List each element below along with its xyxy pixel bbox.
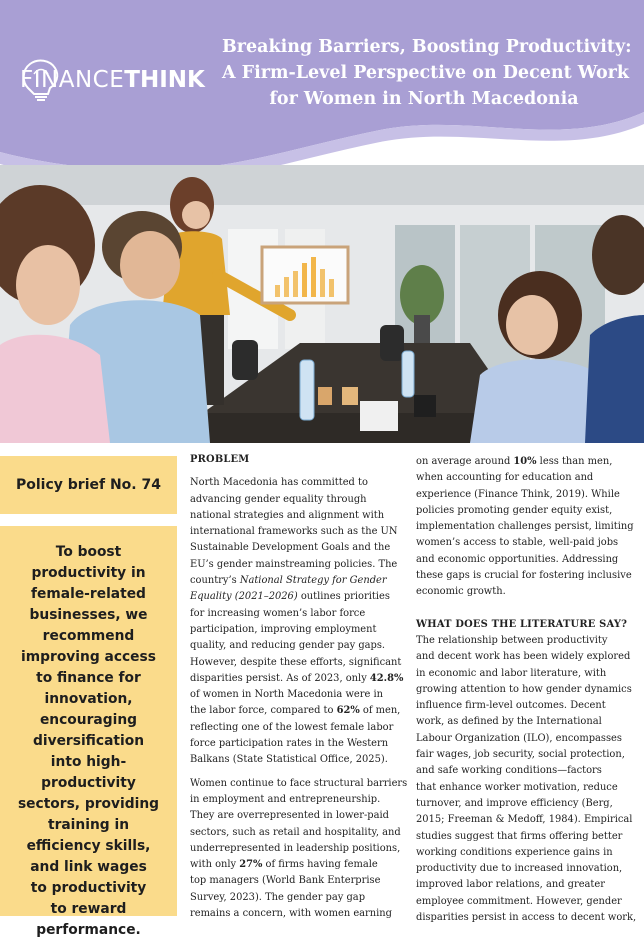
reco-line: to reward bbox=[50, 901, 127, 917]
reco-line: female-related bbox=[31, 586, 146, 602]
text-line: sectors, such as retail and hospitality, and bbox=[190, 826, 401, 838]
header-band bbox=[0, 0, 644, 180]
section-heading-literature: WHAT DOES THE LITERATURE SAY? bbox=[416, 618, 628, 630]
reco-line: training in bbox=[47, 817, 130, 833]
reco-line: innovation, bbox=[44, 691, 133, 707]
text-line: However, despite these efforts, significant bbox=[190, 656, 402, 668]
reco-line: sectors, providing bbox=[17, 796, 160, 812]
text-line: fair wages, job security, social protection, bbox=[416, 749, 625, 761]
logo-finance-text: FINANCE bbox=[20, 67, 125, 93]
text-line: studies suggest that firms offering better bbox=[416, 830, 623, 842]
text-line: turnover, and improve efficiency (Berg, bbox=[416, 797, 613, 809]
text-line: growing attention to how gender dynamics bbox=[416, 683, 632, 695]
text-line: reflecting one of the lowest female labor bbox=[190, 721, 394, 733]
text-line: They are overrepresented in lower-paid bbox=[190, 810, 389, 822]
reco-line: To boost bbox=[55, 544, 122, 560]
text-line: quality, and reducing gender pay gaps. bbox=[190, 640, 386, 652]
policy-brief-number: Policy brief No. 74 bbox=[16, 477, 161, 493]
text-fragment: on average around bbox=[416, 456, 514, 467]
reco-line: encouraging bbox=[39, 712, 138, 728]
text-line: disparities persist in access to decent work, bbox=[416, 912, 637, 924]
text-line: when accounting for education and bbox=[416, 472, 594, 484]
text-line: North Macedonia has committed to bbox=[190, 477, 368, 489]
recommendation-text bbox=[8, 542, 169, 941]
text-fragment: with only bbox=[190, 859, 240, 871]
text-line: productivity due to increased innovation, bbox=[416, 863, 623, 875]
title-line: Breaking Barriers, Boosting Productivity: bbox=[222, 37, 632, 57]
reco-line: productivity in bbox=[31, 565, 146, 581]
text-line: for increasing women’s labor force bbox=[190, 607, 366, 619]
text-fragment: of men, bbox=[359, 705, 401, 717]
text-fragment: disparities persist. As of 2023, only bbox=[190, 672, 370, 684]
title-line: for Women in North Macedonia bbox=[269, 89, 579, 109]
text-line: 2015; Freeman & Medoff, 1984). Empirical bbox=[416, 814, 633, 826]
reco-line: performance. bbox=[36, 922, 141, 938]
text-line: underrepresented in leadership positions, bbox=[190, 842, 401, 854]
strategy-title: Equality (2021–2026) bbox=[190, 591, 298, 603]
text-line: advancing gender equality through bbox=[190, 493, 367, 505]
problem-paragraph-2-continued bbox=[416, 454, 632, 601]
reco-line: and link wages bbox=[30, 859, 147, 875]
lightbulb-icon bbox=[20, 58, 60, 102]
strategy-title: National Strategy for Gender bbox=[239, 575, 387, 587]
text-line: national strategies and alignment with bbox=[190, 509, 385, 521]
text-line bbox=[190, 589, 404, 605]
reco-line: into high- bbox=[50, 754, 127, 770]
text-line: that enhance worker motivation, reduce bbox=[416, 781, 618, 793]
text-line: working conditions experience gains in bbox=[416, 846, 613, 858]
problem-paragraph-2 bbox=[190, 776, 408, 923]
text-line: The relationship between productivity bbox=[416, 634, 608, 646]
text-line bbox=[416, 454, 632, 470]
policy-brief-label bbox=[0, 456, 177, 514]
text-line: participation, improving employment bbox=[190, 623, 377, 635]
text-line: Balkans (State Statistical Office, 2025). bbox=[190, 754, 388, 766]
text-line: and economic opportunities. Addressing bbox=[416, 553, 619, 565]
text-line: Labour Organization (ILO), encompasses bbox=[416, 732, 622, 744]
text-line: international frameworks such as the UN bbox=[190, 526, 398, 538]
text-line: EU’s gender mainstreaming policies. The bbox=[190, 558, 398, 570]
text-line: of women in North Macedonia were in bbox=[190, 689, 383, 701]
text-fragment: the labor force, compared to bbox=[190, 705, 337, 717]
text-line: employee commitment. However, gender bbox=[416, 895, 622, 907]
text-line: force participation rates in the Western bbox=[190, 738, 389, 750]
text-line: implementation challenges persist, limiting bbox=[416, 521, 634, 533]
reco-line: productivity bbox=[41, 775, 136, 791]
problem-paragraph-1 bbox=[190, 475, 404, 768]
meeting-photo bbox=[0, 165, 644, 443]
stat-highlight: 42.8% bbox=[369, 672, 404, 684]
reco-line: to productivity bbox=[30, 880, 147, 896]
text-line: experience (Finance Think, 2019). While bbox=[416, 488, 620, 500]
text-fragment: country’s bbox=[190, 575, 240, 587]
text-line: top managers (World Bank Enterprise bbox=[190, 875, 381, 887]
text-fragment: less than men, bbox=[536, 456, 613, 467]
text-line: Women continue to face structural barriers bbox=[190, 777, 408, 789]
text-fragment: outlines priorities bbox=[297, 591, 390, 603]
text-line: and safe working conditions—factors bbox=[416, 765, 602, 777]
text-line bbox=[190, 671, 404, 687]
text-line: women’s access to stable, well-paid jobs bbox=[416, 537, 619, 549]
financethink-logo bbox=[20, 58, 205, 92]
reco-line: recommend bbox=[42, 628, 135, 644]
article-column-2 bbox=[416, 454, 637, 926]
text-line: economic growth. bbox=[416, 586, 506, 598]
text-fragment: of firms having female bbox=[262, 859, 378, 871]
recommendation-box bbox=[0, 526, 177, 938]
article-column-1 bbox=[190, 452, 408, 922]
text-line: work, as defined by the International bbox=[416, 716, 602, 728]
text-line: in economic and labor literature, with bbox=[416, 667, 607, 679]
text-line bbox=[190, 703, 404, 719]
text-line: and decent work has been widely explored bbox=[416, 651, 631, 663]
text-line bbox=[190, 857, 404, 873]
text-line: remains a concern, with women earning bbox=[190, 908, 392, 920]
brief-title bbox=[222, 34, 632, 112]
logo-think-text: THINK bbox=[124, 67, 205, 93]
text-line: Survey, 2023). The gender pay gap bbox=[190, 891, 366, 903]
text-line bbox=[190, 573, 404, 589]
reco-line: to finance for bbox=[36, 670, 141, 686]
text-line: Sustainable Development Goals and the bbox=[190, 542, 391, 554]
reco-line: businesses, we bbox=[29, 607, 148, 623]
office-meeting-illustration bbox=[0, 165, 644, 443]
section-heading-problem: PROBLEM bbox=[190, 454, 250, 465]
text-line: policies promoting gender equity exist, bbox=[416, 504, 613, 516]
text-line: improved labor relations, and greater bbox=[416, 879, 605, 891]
reco-line: improving access bbox=[21, 649, 156, 665]
title-line: A Firm-Level Perspective on Decent Work bbox=[222, 63, 630, 83]
stat-highlight: 62% bbox=[336, 705, 360, 717]
reco-line: diversification bbox=[32, 733, 145, 749]
text-line: influence firm-level outcomes. Decent bbox=[416, 700, 606, 712]
stat-highlight: 27% bbox=[239, 859, 263, 871]
reco-line: efficiency skills, bbox=[26, 838, 151, 854]
text-line: these gaps is crucial for fostering inclusive bbox=[416, 570, 632, 582]
text-line: in employment and entrepreneurship. bbox=[190, 793, 381, 805]
stat-highlight: 10% bbox=[513, 456, 537, 467]
literature-paragraph bbox=[416, 633, 637, 926]
